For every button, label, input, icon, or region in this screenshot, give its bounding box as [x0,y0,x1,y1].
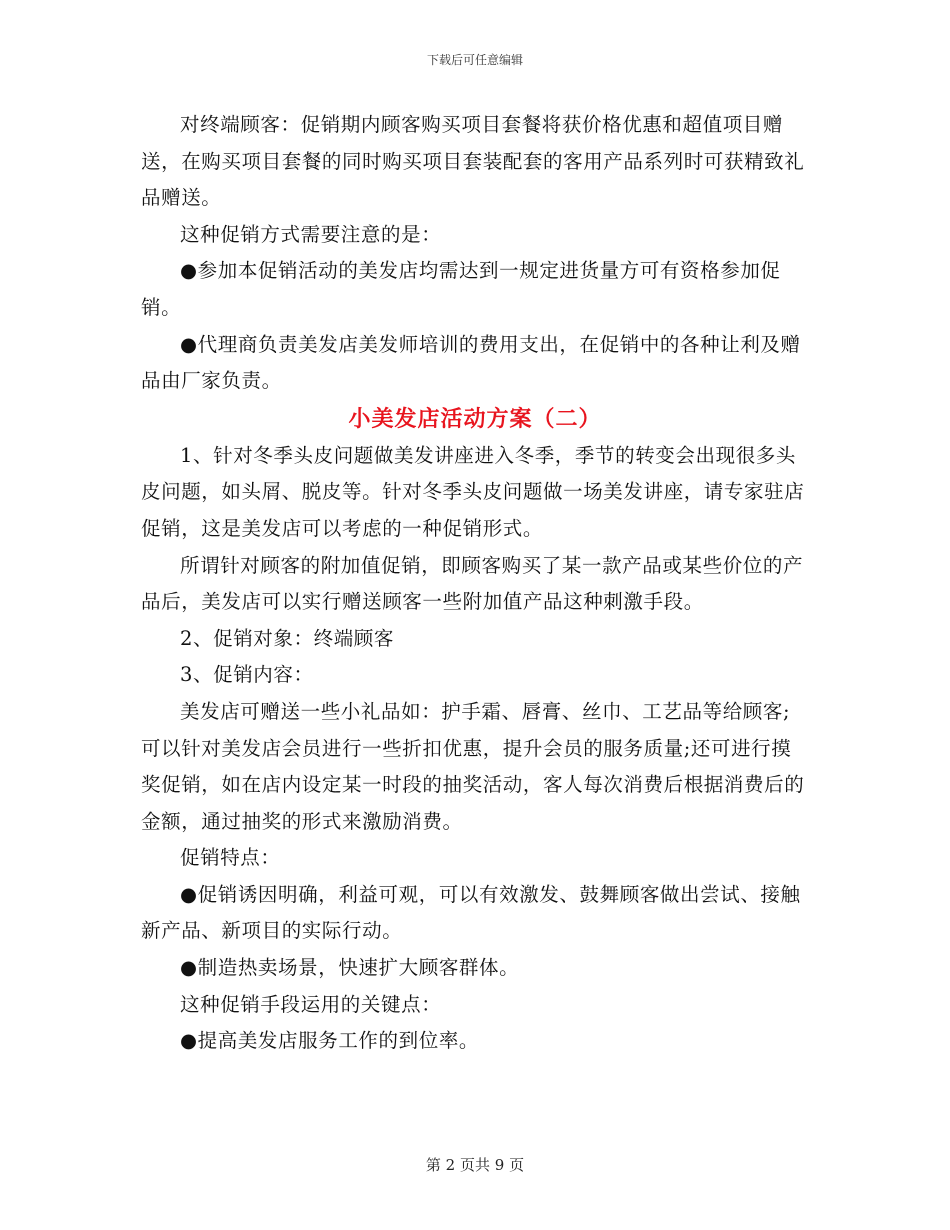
section-title: 小美发店活动方案（二） [348,405,602,432]
bullet-hot-sale: ●制造热卖场景，快速扩大顾客群体。 [180,956,520,980]
page-number: 第 2 页共 9 页 [425,1156,525,1174]
paragraph-promo-content-label: 3、促销内容： [180,663,314,687]
paragraph-key-points-label: 这种促销手段运用的关键点： [180,992,442,1016]
paragraph-winter-lecture: 1、针对冬季头皮问题做美发讲座进入冬季，季节的转变会出现很多头皮问题，如头屑、脱皮等。针对冬季头皮问题做一场美发讲座，请专家驻店促销，这是美发店可以考虑的一种促销形式。 [141,443,805,540]
document-body [141,107,809,1060]
paragraph-terminal-customers: 对终端顾客：促销期内顾客购买项目套餐将获价格优惠和超值项目赠送，在购买项目套餐的同时购买项目套装配套的客用产品系列时可获精致礼品赠送。 [141,113,805,210]
bullet-clear-incentive: ●促销诱因明确，利益可观，可以有效激发、鼓舞顾客做出尝试、接触新产品、新项目的实际行动。 [141,882,801,943]
bullet-service-rate: ●提高美发店服务工作的到位率。 [180,1029,480,1053]
paragraph-features-label: 促销特点： [180,846,281,870]
paragraph-notes-intro: 这种促销方式需要注意的是： [180,222,442,246]
paragraph-value-added: 所谓针对顾客的附加值促销，即顾客购买了某一款产品或某些价位的产品后，美发店可以实行赠送顾客一些附加值产品这种刺激手段。 [141,553,804,614]
page-header: 下载后可任意编辑 [426,53,523,67]
bullet-purchase-requirement: ●参加本促销活动的美发店均需达到一规定进货量方可有资格参加促销。 [141,259,781,319]
paragraph-promo-target: 2、促销对象：终端顾客 [180,626,395,650]
bullet-training-cost: ●代理商负责美发店美发师培训的费用支出，在促销中的各种让利及赠品由厂家负责。 [141,332,801,393]
paragraph-gifts: 美发店可赠送一些小礼品如：护手霜、唇膏、丝巾、工艺品等给顾客;可以针对美发店会员进行一些折扣优惠，提升会员的服务质量;还可进行摸奖促销，如在店内设定某一时段的抽奖活动，客人每次消费后根据消费后的金额，通过抽奖的形式来激励消费。 [141,699,805,833]
